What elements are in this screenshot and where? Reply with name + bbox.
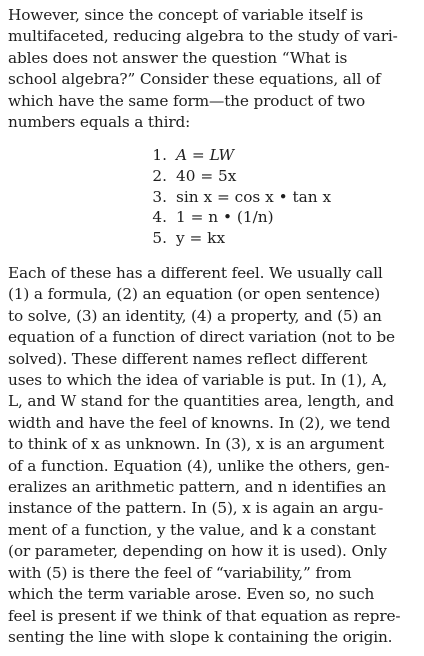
text-line: multifaceted, reducing algebra to the study of vari- — [8, 27, 398, 46]
discussion-paragraph — [8, 263, 400, 648]
equation-number: 4. — [152, 208, 167, 227]
text-line: senting the line with slope k containing the origin. — [8, 627, 393, 646]
text-line: ables does not answer the question “What is — [8, 48, 348, 67]
equation-expression: 40 = 5x — [176, 166, 237, 185]
text-line: However, since the concept of variable itself is — [8, 6, 364, 24]
text-line: uses to which the idea of variable is put. In (1), A, — [8, 371, 388, 390]
equation-expression: y = kx — [176, 229, 226, 248]
equation-number: 5. — [152, 229, 167, 248]
text-line: feel is present if we think of that equation as repre- — [8, 606, 401, 625]
text-line: of a function. Equation (4), unlike the others, gen- — [8, 456, 390, 475]
text-line: to solve, (3) an identity, (4) a property, and (5) an — [8, 306, 382, 325]
equation-item — [147, 187, 331, 208]
text-line: L, and W stand for the quantities area, length, and — [8, 392, 394, 411]
text-line: eralizes an arithmetic pattern, and n identifies an — [8, 478, 387, 497]
equation-item — [147, 145, 331, 166]
text-line: which the term variable arose. Even so, no such — [8, 585, 375, 604]
text-line: school algebra?” Consider these equations, all of — [8, 70, 381, 89]
equation-expression: 1 = n • (1/n) — [176, 208, 274, 227]
text-line: instance of the pattern. In (5), x is again an argu- — [8, 499, 384, 518]
text-line: with (5) is there the feel of “variability,” from — [8, 563, 352, 582]
text-line: solved). These different names reflect different — [8, 349, 368, 368]
text-line: numbers equals a third: — [8, 113, 191, 132]
intro-paragraph — [8, 5, 398, 133]
equation-expression: A = LW — [176, 146, 235, 164]
text-line: (or parameter, depending on how it is used). Only — [8, 542, 387, 561]
equation-expression: sin x = cos x • tan x — [176, 187, 332, 206]
text-line: width and have the feel of knowns. In (2), we tend — [8, 413, 391, 432]
equation-list — [147, 145, 331, 249]
equation-number: 1. — [152, 146, 167, 164]
text-line: ment of a function, y the value, and k a constant — [8, 520, 376, 539]
text-line: Each of these has a different feel. We usually call — [8, 264, 383, 282]
text-line: (1) a formula, (2) an equation (or open sentence) — [8, 285, 381, 304]
text-line: which have the same form—the product of two — [8, 91, 366, 110]
text-line: to think of x as unknown. In (3), x is an argument — [8, 435, 385, 454]
equation-number: 2. — [152, 166, 167, 185]
equation-number: 3. — [152, 187, 167, 206]
text-line: equation of a function of direct variation (not to be — [8, 328, 395, 347]
equation-item — [147, 228, 331, 249]
equation-item — [147, 207, 331, 228]
equation-item — [147, 166, 331, 187]
